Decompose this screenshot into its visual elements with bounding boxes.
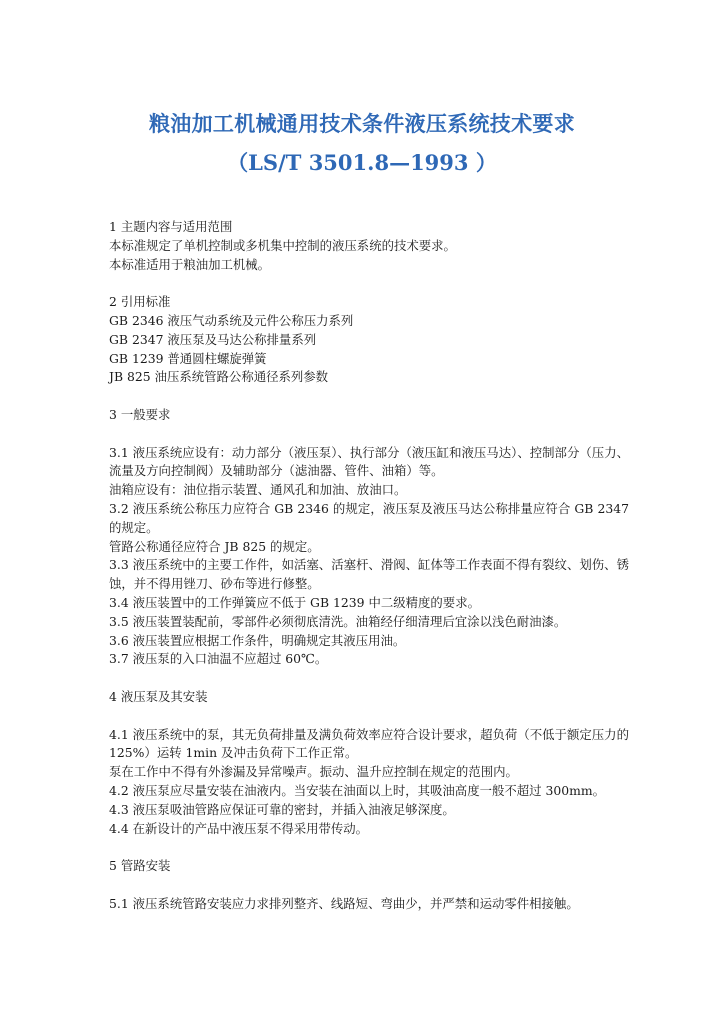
paragraph: 3.3 液压系统中的主要工作件，如活塞、活塞杆、滑阀、缸体等工作表面不得有裂纹、划伤、锈蚀，并不得用锉刀、砂布等进行修整。	[109, 557, 629, 592]
document-title: 粮油加工机械通用技术条件液压系统技术要求	[149, 111, 575, 136]
section-2	[109, 293, 629, 387]
section-heading: 1 主题内容与适用范围	[109, 219, 233, 234]
reference-item: GB 2347 液压泵及马达公称排量系列	[109, 331, 317, 347]
section-heading: 4 液压泵及其安装	[109, 688, 208, 704]
paragraph: 油箱应设有：油位指示装置、通风孔和加油、放油口。	[109, 482, 407, 498]
section-5	[109, 857, 629, 913]
section-1	[109, 218, 629, 274]
reference-item: GB 2346 液压气动系统及元件公称压力系列	[109, 312, 354, 328]
paragraph: 4.3 液压泵吸油管路应保证可靠的密封，并插入油液足够深度。	[109, 801, 455, 817]
paragraph: 3.6 液压装置应根据工作条件，明确规定其液压用油。	[109, 632, 406, 648]
paragraph: 4.4 在新设计的产品中液压泵不得采用带传动。	[109, 820, 369, 836]
paragraph: 3.2 液压系统公称压力应符合 GB 2346 的规定，液压泵及液压马达公称排量应符合 GB 2347 的规定。	[109, 500, 629, 535]
reference-item: GB 1239 普通圆柱螺旋弹簧	[109, 350, 267, 366]
standard-code: （LS/T 3501.8—1993 ）	[227, 150, 497, 175]
paragraph: 3.1 液压系统应设有：动力部分（液压泵）、执行部分（液压缸和液压马达）、控制部分（压力、流量及方向控制阀）及辅助部分（滤油器、管件、油箱）等。	[109, 444, 629, 479]
section-4	[109, 688, 629, 838]
paragraph: 泵在工作中不得有外渗漏及异常噪声。振动、温升应控制在规定的范围内。	[109, 764, 518, 780]
paragraph: 管路公称通径应符合 JB 825 的规定。	[109, 538, 320, 554]
paragraph: 3.7 液压泵的入口油温不应超过 60℃。	[109, 651, 328, 667]
paragraph: 4.2 液压泵应尽量安装在油液内。当安装在油面以上时，其吸油高度一般不超过 300mm。	[109, 782, 606, 798]
section-heading: 3 一般要求	[109, 406, 171, 422]
paragraph: 3.4 液压装置中的工作弹簧应不低于 GB 1239 中二级精度的要求。	[109, 594, 480, 610]
paragraph: 本标准规定了单机控制或多机集中控制的液压系统的技术要求。	[109, 237, 456, 253]
document-body	[109, 218, 629, 932]
section-heading: 5 管路安装	[109, 858, 171, 874]
reference-item: JB 825 油压系统管路公称通径系列参数	[109, 369, 329, 385]
section-3	[109, 406, 629, 669]
paragraph: 5.1 液压系统管路安装应力求排列整齐、线路短、弯曲少，并严禁和运动零件相接触。	[109, 895, 579, 911]
paragraph: 本标准适用于粮油加工机械。	[109, 256, 271, 272]
section-heading: 2 引用标准	[109, 294, 171, 310]
paragraph: 4.1 液压系统中的泵，其无负荷排量及满负荷效率应符合设计要求，超负荷（不低于额定压力的 125%）运转 1min 及冲击负荷下工作正常。	[109, 726, 629, 761]
paragraph: 3.5 液压装置装配前，零部件必须彻底清洗。油箱经仔细清理后宜涂以浅色耐油漆。	[109, 613, 567, 629]
